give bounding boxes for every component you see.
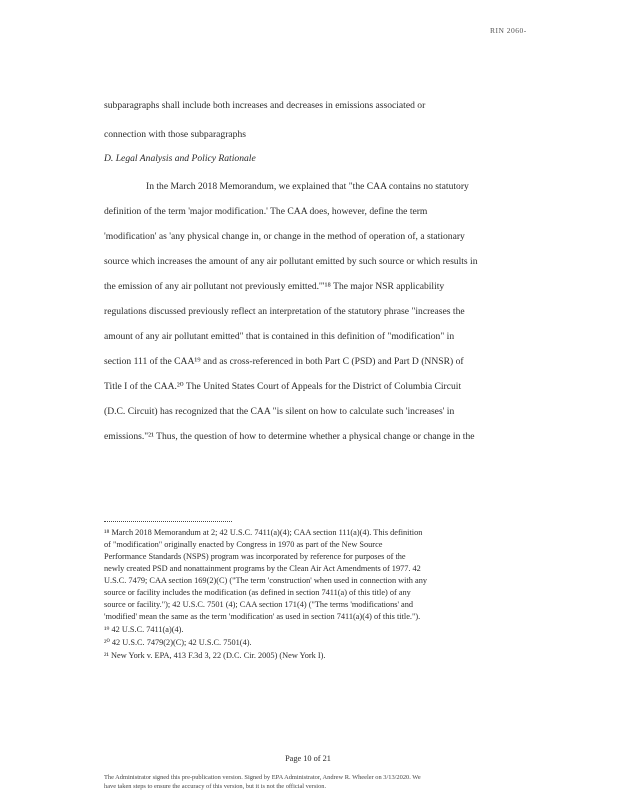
paragraph-line: amount of any air pollutant emitted" that is contained in this definition of "modification" in: [104, 331, 455, 342]
page-number: Page 10 of 21: [285, 754, 331, 763]
paragraph-line: emissions."²¹ Thus, the question of how to determine whether a physical change or change in the: [104, 431, 475, 442]
paragraph-line: source which increases the amount of any air pollutant emitted by such source or which results in: [104, 256, 478, 267]
body-line: connection with those subparagraphs: [104, 129, 247, 140]
body-line: subparagraphs shall include both increases and decreases in emissions associated or: [104, 100, 426, 111]
paragraph-line: (D.C. Circuit) has recognized that the CAA "is silent on how to calculate such 'increases' in: [104, 406, 455, 417]
footnote-line: U.S.C. 7479; CAA section 169(2)(C) ("The term 'construction' when used in connection with any: [104, 576, 427, 585]
paragraph-line: section 111 of the CAA¹⁹ and as cross-referenced in both Part C (PSD) and Part D (NNSR) of: [104, 356, 464, 367]
document-id-header: RIN 2060-: [490, 26, 527, 35]
paragraph-line: regulations discussed previously reflect an interpretation of the statutory phrase "increases the: [104, 306, 465, 317]
footnote-line: newly created PSD and nonattainment programs by the Clean Air Act Amendments of 1977. 42: [104, 564, 421, 573]
footnote-line: ²¹ New York v. EPA, 413 F.3d 3, 22 (D.C. Cir. 2005) (New York I).: [104, 651, 326, 660]
paragraph-line: Title I of the CAA.²⁰ The United States Court of Appeals for the District of Columbia Circuit: [104, 381, 462, 392]
paragraph-line: the emission of any air pollutant not previously emitted.'"¹⁸ The major NSR applicability: [104, 281, 445, 292]
paragraph-line: 'modification' as 'any physical change in, or change in the method of operation of, a stationary: [104, 231, 465, 242]
disclaimer-line: The Administrator signed this pre-publication version. Signed by EPA Administrator, Andrew R. Wheeler on 3/13/2020. We: [104, 774, 421, 781]
paragraph-line: In the March 2018 Memorandum, we explained that "the CAA contains no statutory: [146, 181, 469, 192]
footnote-line: 'modified' mean the same as the term 'modification' as used in section 7411(a)(4) of this title.").: [104, 612, 421, 621]
footnote-line: of "modification" originally enacted by Congress in 1970 as part of the New Source: [104, 540, 383, 549]
footnote-line: ²⁰ 42 U.S.C. 7479(2)(C); 42 U.S.C. 7501(4).: [104, 638, 252, 647]
footnote-line: ¹⁸ March 2018 Memorandum at 2; 42 U.S.C. 7411(a)(4); CAA section 111(a)(4). This definition: [104, 528, 423, 537]
footnote-line: source or facility."); 42 U.S.C. 7501 (4); CAA section 171(4) ("The terms 'modifications' and: [104, 600, 414, 609]
section-heading: D. Legal Analysis and Policy Rationale: [104, 153, 256, 164]
footnote-separator: [104, 521, 232, 522]
paragraph-line: definition of the term 'major modification.' The CAA does, however, define the term: [104, 206, 428, 217]
footnote-line: ¹⁹ 42 U.S.C. 7411(a)(4).: [104, 625, 184, 634]
footnote-line: Performance Standards (NSPS) program was incorporated by reference for purposes of the: [104, 552, 406, 561]
disclaimer-line: have taken steps to ensure the accuracy of this version, but it is not the official version.: [104, 783, 327, 790]
footnote-line: source or facility includes the modification (as defined in section 7411(a) of this title) of any: [104, 588, 411, 597]
